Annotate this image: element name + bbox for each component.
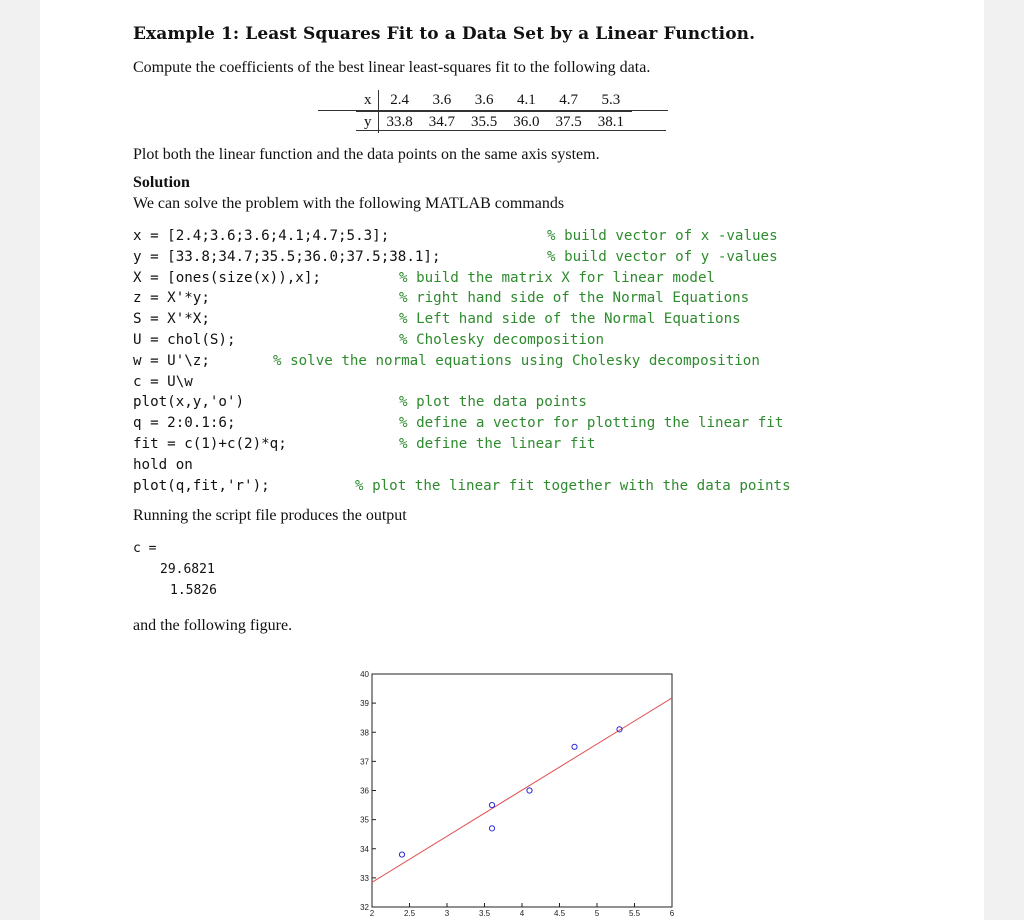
table-cell: 3.6 <box>463 90 505 112</box>
table-x-label: x <box>356 90 378 112</box>
output-value: 1.5826 <box>170 583 217 598</box>
code-comment: % solve the normal equations using Cholesky decomposition <box>273 352 760 369</box>
code-command: w = U'\z; <box>133 352 210 369</box>
y-tick-label: 36 <box>360 786 369 796</box>
code-comment: % right hand side of the Normal Equations <box>399 290 750 307</box>
x-tick-label: 5 <box>594 909 600 918</box>
code-command: plot(x,y,'o') <box>133 394 245 411</box>
figure-text: and the following figure. <box>133 617 293 634</box>
x-tick-label: 4.5 <box>553 909 566 918</box>
x-tick-label: 6 <box>669 909 675 918</box>
intro-paragraph: Compute the coefficients of the best linear least-squares fit to the following data. <box>133 59 651 76</box>
x-tick-label: 3 <box>444 909 450 918</box>
solution-heading: Solution <box>133 174 190 191</box>
code-command: fit = c(1)+c(2)*q; <box>133 435 287 452</box>
code-command: hold on <box>133 456 193 473</box>
code-command: z = X'*y; <box>133 290 210 307</box>
solution-text: We can solve the problem with the following MATLAB commands <box>133 195 565 212</box>
x-tick-label: 4 <box>519 909 525 918</box>
code-comment: % build the matrix X for linear model <box>399 269 716 286</box>
code-comment: % build vector of x -values <box>547 228 778 244</box>
x-tick-label: 2.5 <box>403 909 416 918</box>
table-cell: 38.1 <box>597 114 624 130</box>
y-tick-label: 40 <box>360 670 369 679</box>
y-tick-label: 38 <box>360 728 369 738</box>
table-cell: 4.7 <box>548 90 590 112</box>
x-tick-label: 2 <box>369 909 375 918</box>
y-tick-label: 39 <box>360 699 369 709</box>
table-cell: 5.3 <box>590 90 632 112</box>
y-tick-label: 37 <box>360 757 369 767</box>
code-command: y = [33.8;34.7;35.5;36.0;37.5;38.1]; <box>133 248 441 265</box>
y-tick-label: 35 <box>360 815 369 825</box>
code-comment: % build vector of y -values <box>547 248 778 265</box>
code-command: c = U\w <box>133 373 193 390</box>
code-command: U = chol(S); <box>133 331 236 348</box>
table-row-x <box>356 90 632 112</box>
code-comment: % Cholesky decomposition <box>399 331 604 348</box>
table-cell: 3.6 <box>421 90 463 112</box>
code-command: X = [ones(size(x)),x]; <box>133 269 321 286</box>
least-squares-figure <box>340 668 690 920</box>
code-comment: % define the linear fit <box>399 435 596 452</box>
x-tick-label: 5.5 <box>628 909 641 918</box>
table-y-label: y <box>356 112 378 134</box>
table-cell: 33.8 <box>386 114 413 130</box>
code-command: x = [2.4;3.6;3.6;4.1;4.7;5.3]; <box>133 228 390 244</box>
code-comment: % plot the data points <box>399 394 587 411</box>
plot-instruction: Plot both the linear function and the data points on the same axis system. <box>133 146 600 163</box>
table-bottom-rule <box>356 130 666 131</box>
output-value: 29.6821 <box>160 562 215 577</box>
example-title: Example 1: Least Squares Fit to a Data Set by a Linear Function. <box>133 24 756 44</box>
y-tick-label: 34 <box>360 844 369 854</box>
table-cell: 35.5 <box>471 114 498 130</box>
running-text: Running the script file produces the output <box>133 507 407 524</box>
code-command: q = 2:0.1:6; <box>133 415 236 432</box>
y-tick-label: 33 <box>360 873 369 883</box>
code-comment: % plot the linear fit together with the data points <box>355 477 791 494</box>
table-cell: 36.0 <box>513 114 540 130</box>
code-command: S = X'*X; <box>133 311 210 328</box>
data-table <box>356 90 632 133</box>
code-comment: % define a vector for plotting the linear fit <box>399 415 784 432</box>
table-cell: 2.4 <box>378 90 421 112</box>
code-command: plot(q,fit,'r'); <box>133 477 270 494</box>
y-tick-label: 32 <box>360 903 369 912</box>
table-cell: 4.1 <box>505 90 547 112</box>
table-cell: 37.5 <box>555 114 582 130</box>
table-cell: 34.7 <box>428 114 455 130</box>
output-variable: c = <box>133 541 157 556</box>
x-tick-label: 3.5 <box>478 909 491 918</box>
code-comment: % Left hand side of the Normal Equations <box>399 311 741 328</box>
